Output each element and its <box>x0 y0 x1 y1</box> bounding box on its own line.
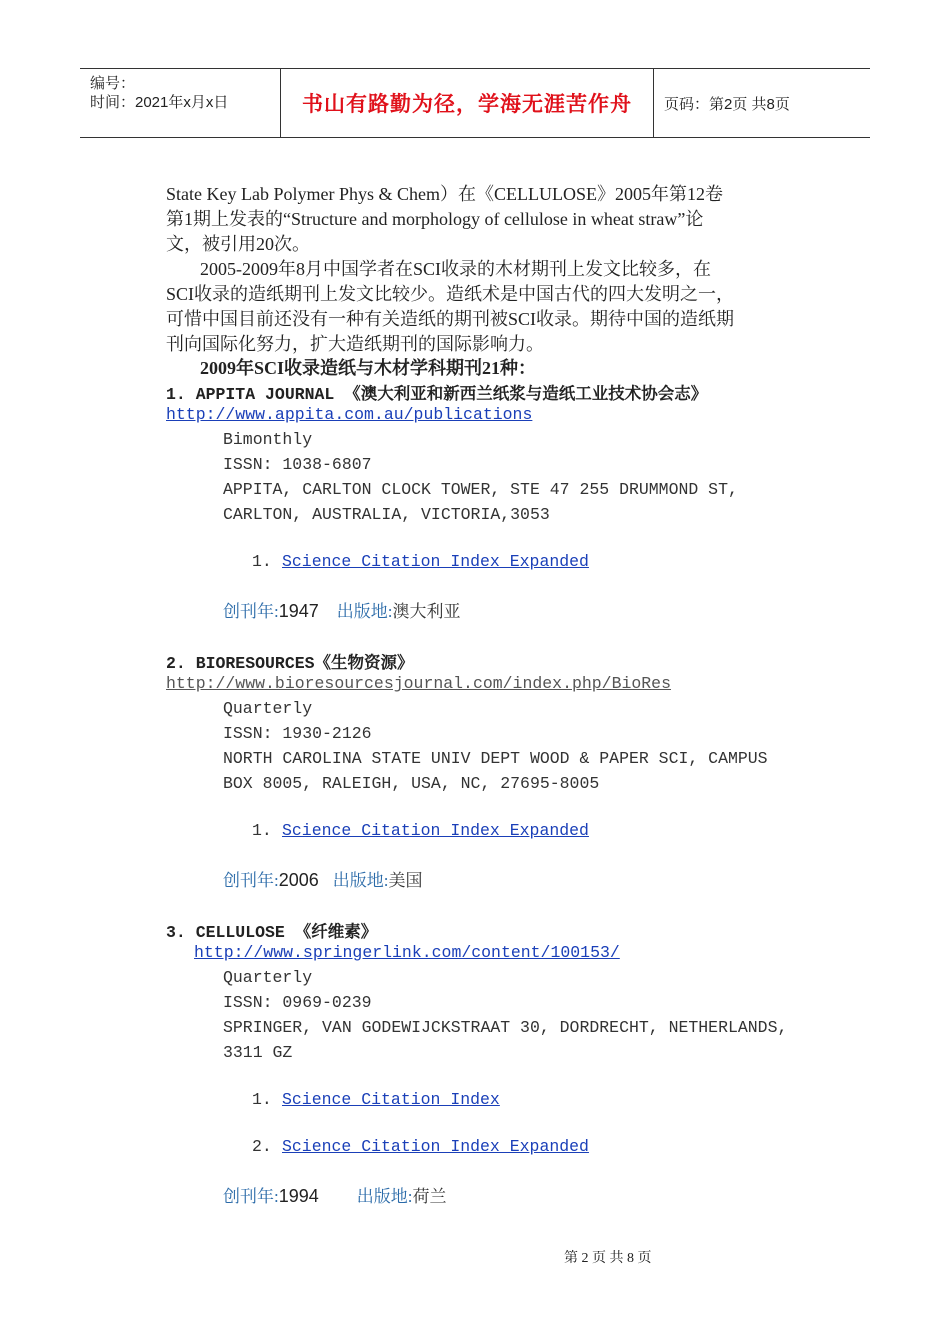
place-label: 出版地: <box>332 871 389 890</box>
journal-3-link[interactable]: http://www.springerlink.com/content/100153/ <box>194 943 620 962</box>
para2-line1: 2005-2009年8月中国学者在SCI收录的木材期刊上发文比较多，在 <box>200 259 712 279</box>
para1-line3: 文，被引用20次。 <box>166 234 310 254</box>
para2-line4: 刊向国际化努力，扩大造纸期刊的国际影响力。 <box>166 334 544 354</box>
journal-3-title: 3. CELLULOSE 《纤维素》 <box>166 923 378 942</box>
journal-2-address-line2: BOX 8005, RALEIGH, USA, NC, 27695-8005 <box>223 774 600 793</box>
place-value: 美国 <box>388 871 423 890</box>
journal-1-index-1-link[interactable]: Science Citation Index Expanded <box>282 552 589 571</box>
journal-1-title: 1. APPITA JOURNAL 《澳大利亚和新西兰纸浆与造纸工业技术协会志》 <box>166 385 708 404</box>
founded-year: 1947 <box>278 601 319 621</box>
journal-1-founded <box>223 597 461 622</box>
journal-2-address-line1: NORTH CAROLINA STATE UNIV DEPT WOOD & PAPER SCI, CAMPUS <box>223 749 768 768</box>
journal-3-index-2-num: 2. <box>252 1137 272 1156</box>
para2-line3: 可惜中国目前还没有一种有关造纸的期刊被SCI收录。期待中国的造纸期 <box>166 309 735 329</box>
journal-3-issn: ISSN: 0969-0239 <box>223 993 372 1012</box>
journal-1-address-line2: CARLTON, AUSTRALIA, VICTORIA,3053 <box>223 505 550 524</box>
para1-line2: 第1期上发表的“Structure and morphology of cellulose in wheat straw”论 <box>166 209 704 229</box>
page-header <box>80 68 870 138</box>
journal-2-founded <box>223 866 423 891</box>
place-label: 出版地: <box>336 602 393 621</box>
journal-2-index-1-link[interactable]: Science Citation Index Expanded <box>282 821 589 840</box>
journal-3-address-line1: SPRINGER, VAN GODEWIJCKSTRAAT 30, DORDRECHT, NETHERLANDS, <box>223 1018 788 1037</box>
journal-2-title: 2. BIORESOURCES《生物资源》 <box>166 654 414 673</box>
header-meta-cell <box>80 69 281 137</box>
header-page-label: 页码：第2页 共8页 <box>664 95 790 113</box>
founded-label: 创刊年: <box>223 871 279 890</box>
place-value: 荷兰 <box>412 1187 447 1206</box>
page-footer: 第 2 页 共 8 页 <box>564 1251 652 1266</box>
journal-2-link[interactable]: http://www.bioresourcesjournal.com/index.php/BioRes <box>166 674 671 693</box>
journal-3-frequency: Quarterly <box>223 968 313 987</box>
journal-3-address-line2: 3311 GZ <box>223 1043 293 1062</box>
founded-label: 创刊年: <box>223 1187 279 1206</box>
place-label: 出版地: <box>356 1187 413 1206</box>
journal-3-founded <box>223 1182 447 1207</box>
journal-3-index-2-link[interactable]: Science Citation Index Expanded <box>282 1137 589 1156</box>
motto: 书山有路勤为径，学海无涯苦作舟 <box>281 69 654 137</box>
number-label: 编号： <box>90 75 136 92</box>
founded-year: 1994 <box>278 1186 319 1206</box>
journal-1-frequency: Bimonthly <box>223 430 313 449</box>
journal-2-index-1-num: 1. <box>252 821 272 840</box>
place-value: 澳大利亚 <box>392 602 461 621</box>
para1-line1: State Key Lab Polymer Phys & Chem）在《CELLULOSE》2005年第12卷 <box>166 184 723 204</box>
journal-3-index-1-link[interactable]: Science Citation Index <box>282 1090 500 1109</box>
founded-label: 创刊年: <box>223 602 279 621</box>
date-label: 时间：2021年x月x日 <box>90 94 229 111</box>
journal-1-issn: ISSN: 1038-6807 <box>223 455 372 474</box>
founded-year: 2006 <box>278 870 319 890</box>
journal-1-index-1-num: 1. <box>252 552 272 571</box>
journal-2-frequency: Quarterly <box>223 699 313 718</box>
journal-1-link[interactable]: http://www.appita.com.au/publications <box>166 405 533 424</box>
journal-2-issn: ISSN: 1930-2126 <box>223 724 372 743</box>
section-title: 2009年SCI收录造纸与木材学科期刊21种： <box>200 358 537 378</box>
journal-3-index-1-num: 1. <box>252 1090 272 1109</box>
para2-line2: SCI收录的造纸期刊上发文比较少。造纸术是中国古代的四大发明之一， <box>166 284 735 304</box>
journal-1-address-line1: APPITA, CARLTON CLOCK TOWER, STE 47 255 DRUMMOND ST, <box>223 480 738 499</box>
